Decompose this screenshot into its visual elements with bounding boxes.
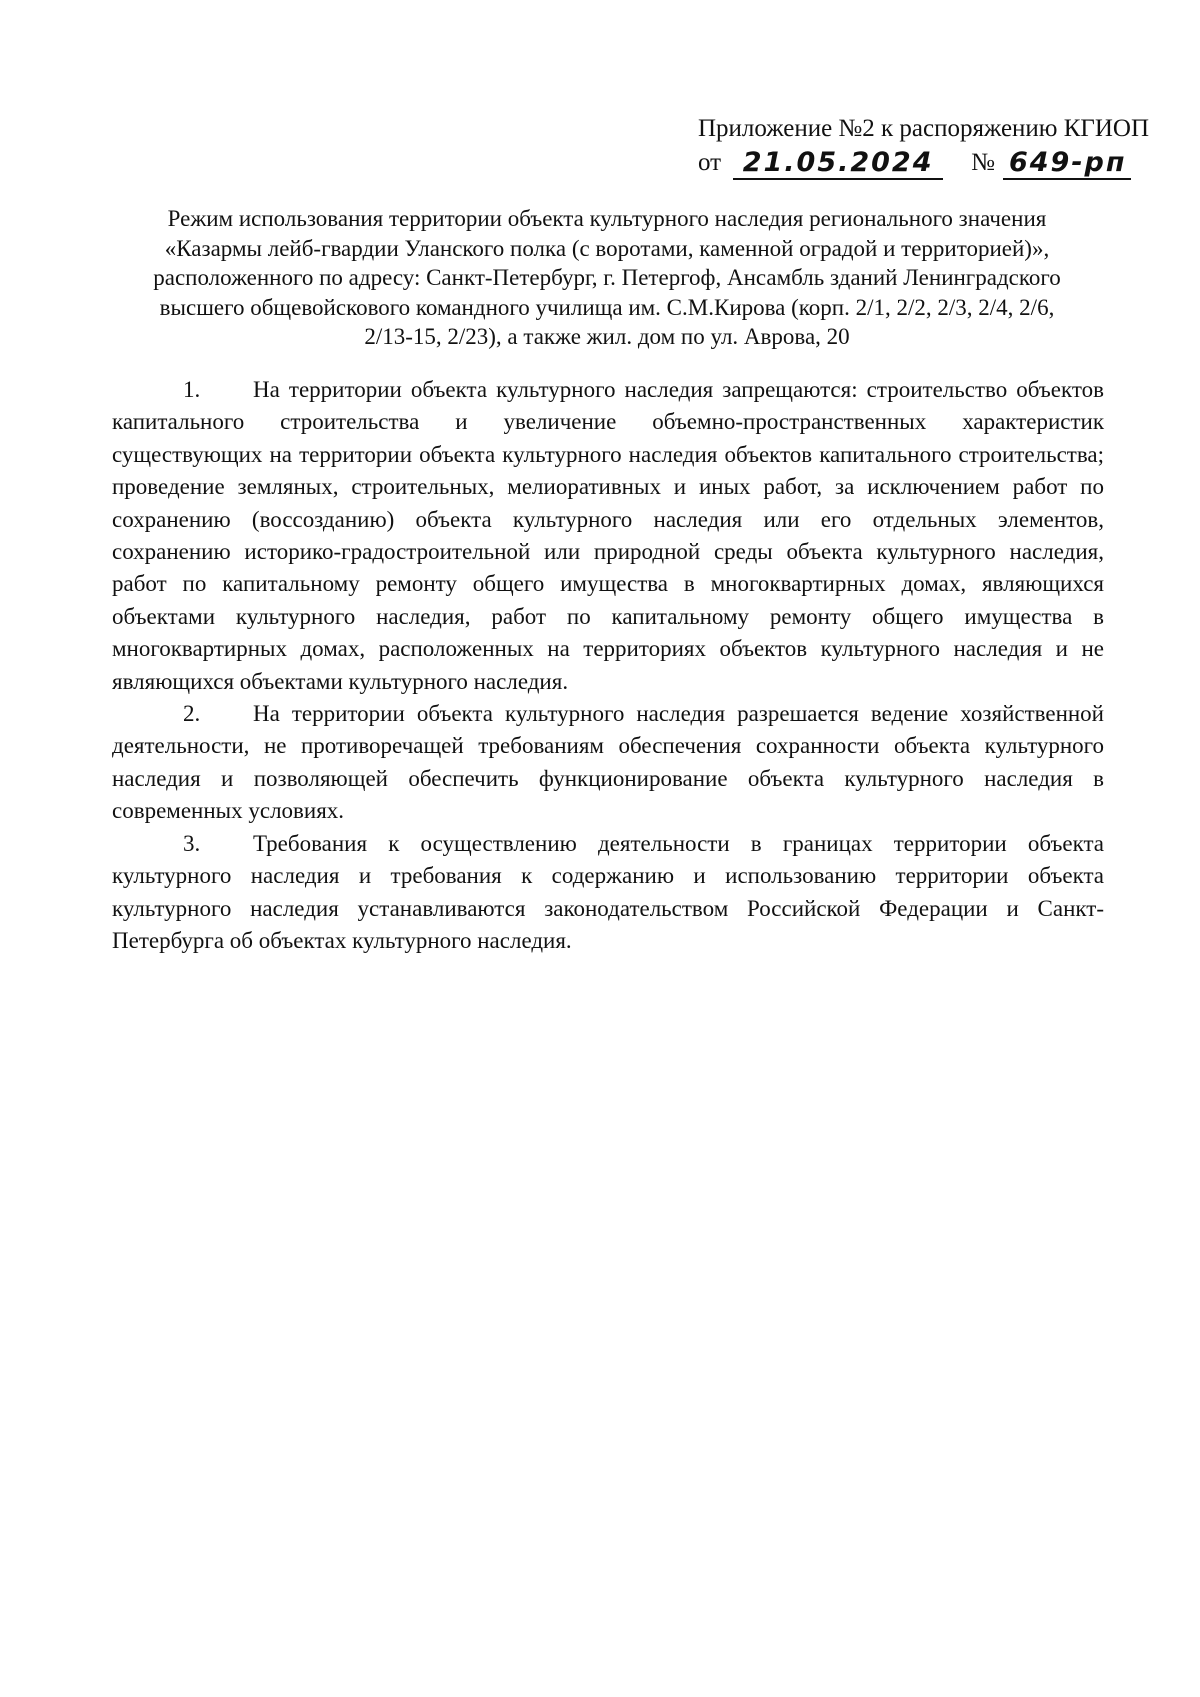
title-line: 2/13-15, 2/23), а также жил. дом по ул. Аврова, 20 — [364, 324, 850, 349]
title-line: высшего общевойскового командного училища им. С.М.Кирова (корп. 2/1, 2/2, 2/3, 2/4, 2/6, — [159, 294, 1055, 320]
document-title — [112, 204, 1102, 352]
paragraph-number: 2. — [183, 701, 201, 727]
title-line: Режим использования территории объекта культурного наследия регионального значения — [167, 206, 1047, 231]
paragraph-1 — [112, 374, 1104, 698]
title-line: расположенного по адресу: Санкт-Петербург, г. Петергоф, Ансамбль зданий Ленинградского — [153, 265, 1061, 290]
document-body — [112, 374, 1104, 957]
paragraph-text: На территории объекта культурного наследия разрешается ведение хозяйственной деятельности, не противоречащей требованиям обеспечения сохранности объекта культурного наследия и позволяющей обеспечить функционирование объекта культурного наследия в современных условиях. — [112, 701, 1104, 824]
handwritten-date: 21.05.2024 — [733, 148, 943, 180]
from-label: от — [698, 149, 722, 176]
paragraph-number: 1. — [183, 377, 201, 402]
appendix-header — [698, 112, 1168, 180]
paragraph-number: 3. — [183, 830, 201, 856]
appendix-title: Приложение №2 к распоряжению КГИОП — [698, 115, 1150, 142]
handwritten-order-number: 649-рп — [1003, 148, 1131, 180]
paragraph-2 — [112, 698, 1104, 828]
paragraph-3 — [112, 828, 1104, 958]
paragraph-text: На территории объекта культурного наследия запрещаются: строительство объектов капитального строительства и увеличение объемно-пространственных характеристик существующих на территории объекта культурного наследия объектов капитального строительства; проведение земляных, строительных, мелиоративных и иных работ, за исключением работ по сохранению (воссозданию) объекта культурного наследия или его отдельных элементов, сохранению историко-градостроительной или природной среды объекта культурного наследия, работ по капитальному ремонту общего имущества в многоквартирных домах, являющихся объектами культурного наследия, работ по капитальному ремонту общего имущества в многоквартирных домах, расположенных на территориях объектов культурного наследия и не являющихся объектами культурного наследия. — [112, 377, 1104, 694]
title-line: «Казармы лейб-гвардии Уланского полка (с воротами, каменной оградой и территорией)», — [164, 235, 1050, 261]
number-sign: № — [971, 149, 995, 176]
appendix-date-number-line — [698, 146, 1168, 180]
paragraph-text: Требования к осуществлению деятельности в границах территории объекта культурного наследия и требования к содержанию и использованию территории объекта культурного наследия устанавливаются законодательством Российской Федерации и Санкт-Петербурга об объектах культурного наследия. — [112, 830, 1104, 953]
